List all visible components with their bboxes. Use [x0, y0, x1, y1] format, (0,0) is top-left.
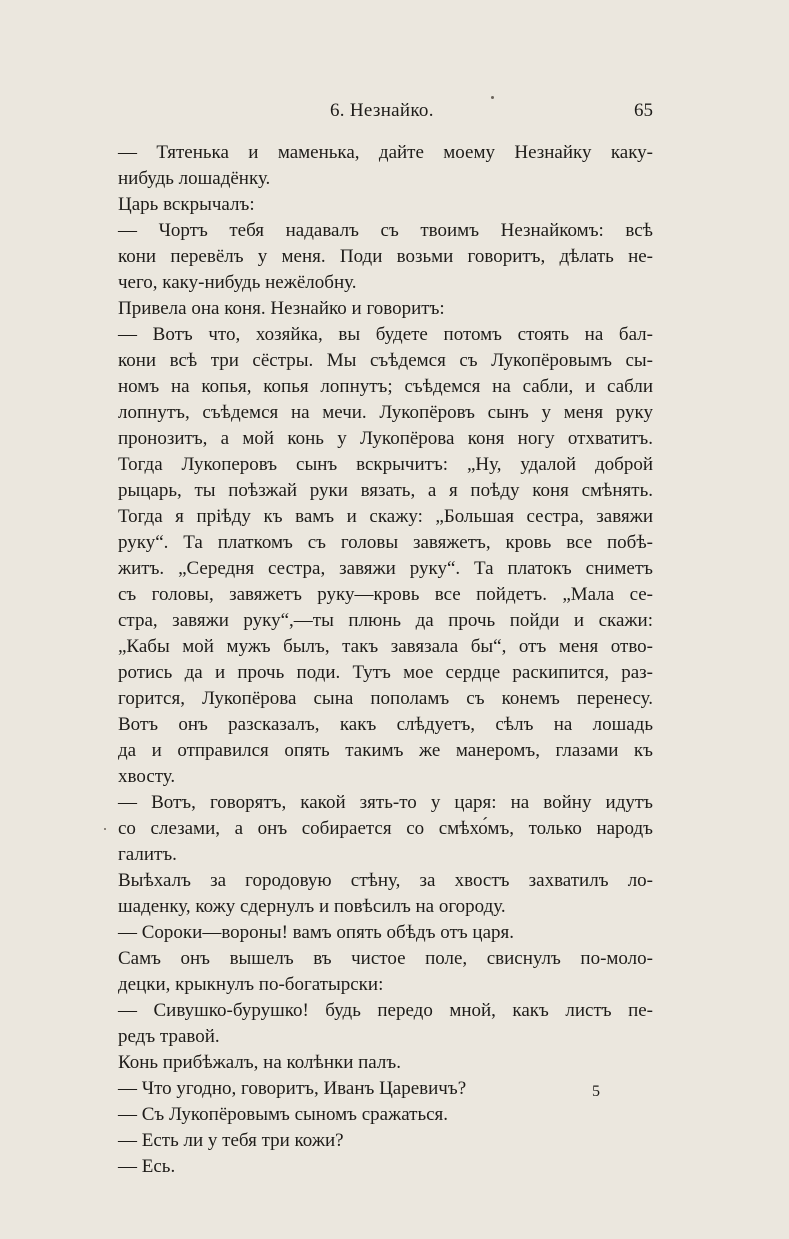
text-line: лопнутъ, съѣдемся на мечи. Лукопёровъ сынъ у меня руку: [118, 402, 653, 423]
page-number: 65: [634, 100, 653, 121]
text-line: руку“. Та платкомъ съ головы завяжетъ, кровь все побѣ-: [118, 532, 653, 553]
text-line: Царь вскрычалъ:: [118, 194, 255, 215]
text-line: децки, крыкнулъ по-богатырски:: [118, 974, 384, 995]
text-line: редъ травой.: [118, 1026, 220, 1047]
text-line: номъ на копья, копья лопнутъ; съѣдемся на сабли, и сабли: [118, 376, 653, 397]
text-line: чего, каку-нибудь нежёлобну.: [118, 272, 357, 293]
chapter-title: 6. Незнайко.: [330, 100, 434, 121]
signature-mark: 5: [592, 1083, 600, 1100]
text-line: житъ. „Середня сестра, завяжи руку“. Та платокъ сниметъ: [118, 558, 653, 579]
text-line: шаденку, кожу сдернулъ и повѣсилъ на огороду.: [118, 896, 506, 917]
text-line: — Вотъ, говорятъ, какой зять-то у царя: на войну идутъ: [118, 792, 653, 813]
print-speck: [104, 828, 106, 830]
text-line: Привела она коня. Незнайко и говоритъ:: [118, 298, 445, 319]
text-line: нибудь лошадёнку.: [118, 168, 271, 189]
text-line: — Вотъ что, хозяйка, вы будете потомъ стоять на бал-: [118, 324, 653, 345]
text-line: кони всѣ три сёстры. Мы съѣдемся съ Лукопёровымъ сы-: [118, 350, 653, 371]
text-line: хвосту.: [118, 766, 176, 787]
text-line: Тогда я пріѣду къ вамъ и скажу: „Большая сестра, завяжи: [118, 506, 653, 527]
text-line: „Кабы мой мужъ былъ, такъ завязала бы“, отъ меня отво-: [118, 636, 653, 657]
text-line: — Есть ли у тебя три кожи?: [118, 1130, 344, 1151]
body-text: [118, 140, 653, 1180]
text-line: стра, завяжи руку“,—ты плюнь да прочь пойди и скажи:: [118, 610, 653, 631]
text-line: рыцарь, ты поѣзжай руки вязать, а я поѣду коня смѣнять.: [118, 480, 653, 501]
text-line: кони перевёлъ у меня. Поди возьми говоритъ, дѣлать не-: [118, 246, 653, 267]
running-header: [118, 100, 653, 130]
text-line: галитъ.: [118, 844, 177, 865]
text-line: да и отправился опять такимъ же манеромъ, глазами къ: [118, 740, 653, 761]
text-line: Конь прибѣжалъ, на колѣнки палъ.: [118, 1052, 401, 1073]
text-line: съ головы, завяжетъ руку—кровь все пойдетъ. „Мала се-: [118, 584, 653, 605]
text-line: — Что угодно, говоритъ, Иванъ Царевичъ?: [118, 1078, 467, 1099]
text-line: — Сороки—вороны! вамъ опять обѣдъ отъ царя.: [118, 922, 514, 943]
text-line: Тогда Лукоперовъ сынъ вскрычитъ: „Ну, удалой доброй: [118, 454, 653, 475]
text-line: — Чортъ тебя надавалъ съ твоимъ Незнайкомъ: всѣ: [118, 220, 653, 241]
text-line: Выѣхалъ за городовую стѣну, за хвостъ захватилъ ло-: [118, 870, 653, 891]
text-line: ротись да и прочь поди. Тутъ мое сердце раскипится, раз-: [118, 662, 653, 683]
text-line: пронозитъ, а мой конь у Лукопёрова коня ногу отхватитъ.: [118, 428, 653, 449]
text-line: — Тятенька и маменька, дайте моему Незнайку каку-: [118, 142, 653, 163]
text-line: Самъ онъ вышелъ въ чистое поле, свиснулъ по-моло-: [118, 948, 653, 969]
text-line: Вотъ онъ разсказалъ, какъ слѣдуетъ, сѣлъ на лошадь: [118, 714, 653, 735]
text-line: — Есь.: [118, 1156, 176, 1177]
text-line: горится, Лукопёрова сына пополамъ съ конемъ перенесу.: [118, 688, 653, 709]
text-line: — Съ Лукопёровымъ сыномъ сражаться.: [118, 1104, 449, 1125]
text-line: со слезами, а онъ собирается со смѣхо́мъ, только народъ: [118, 818, 653, 839]
print-speck: [491, 96, 494, 99]
text-line: — Сивушко-бурушко! будь передо мной, какъ листъ пе-: [118, 1000, 653, 1021]
